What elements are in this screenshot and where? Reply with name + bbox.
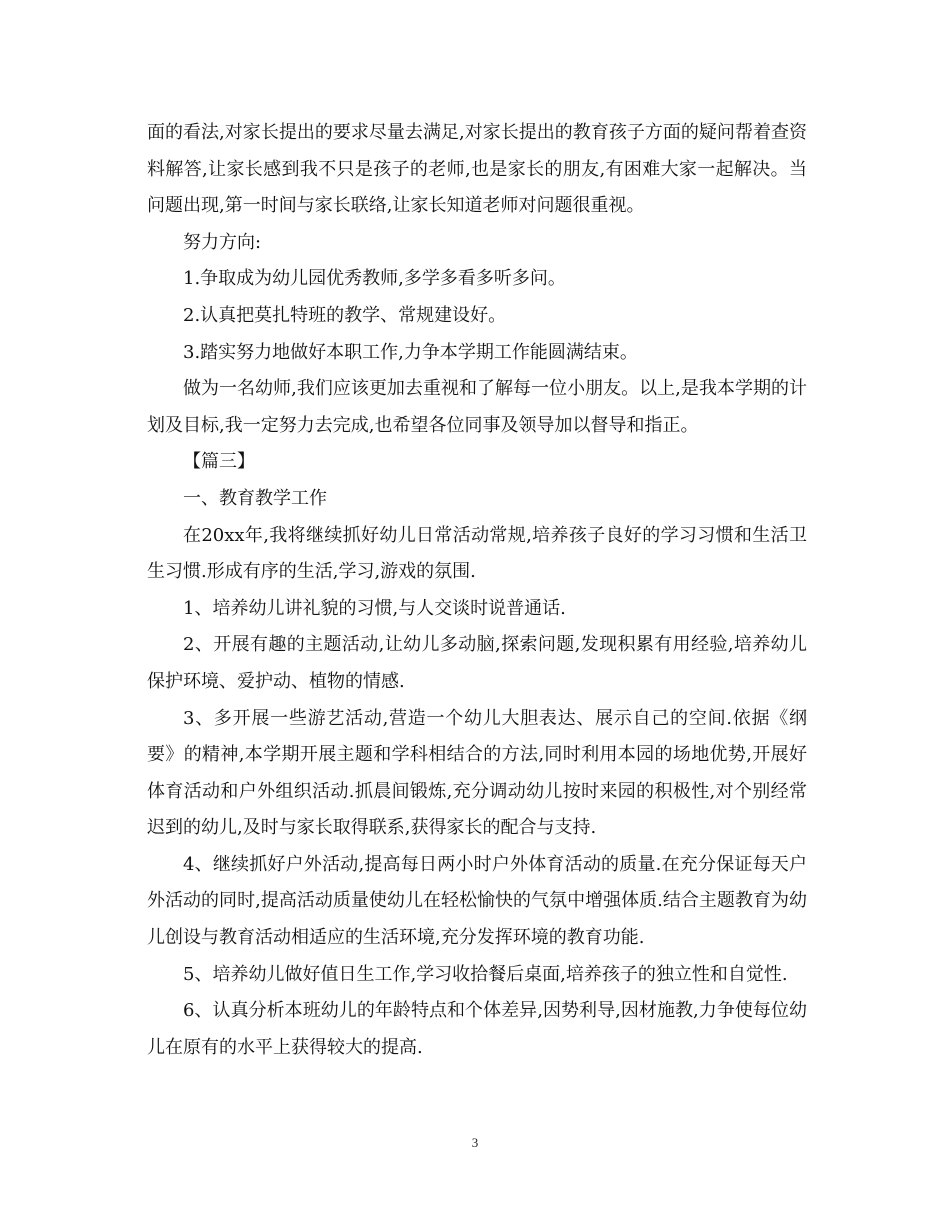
list-item: 3.踏实努力地做好本职工作,力争本学期工作能圆满结束。 [183, 341, 638, 363]
chapter-heading: 【篇三】 [183, 451, 255, 473]
paragraph: 面的看法,对家长提出的要求尽量去满足,对家长提出的教育孩子方面的疑问帮着查资料解答,让家长感到我不只是孩子的老师,也是家长的朋友,有困难大家一起解决。当问题出现,第一时间与家长联络,让家长知道老师对问题很重视。 [147, 122, 807, 217]
list-item: 4、继续抓好户外活动,提高每日两小时户外体育活动的质量.在充分保证每天户外活动的同时,提高活动质量使幼儿在轻松愉快的气氛中增强体质.结合主题教育为幼儿创设与教育活动相适应的生活环境,充分发挥环境的教育功能. [147, 853, 807, 949]
list-item: 5、培养幼儿做好值日生工作,学习收拾餐后桌面,培养孩子的独立性和自觉性. [183, 963, 788, 985]
paragraph: 在20xx年,我将继续抓好幼儿日常活动常规,培养孩子良好的学习习惯和生活卫生习惯.形成有序的生活,学习,游戏的氛围. [147, 524, 807, 583]
list-item: 1.争取成为幼儿园优秀教师,多学多看多听多问。 [183, 268, 566, 290]
document-body [147, 115, 807, 1066]
list-item: 1、培养幼儿讲礼貌的习惯,与人交谈时说普通话. [183, 597, 566, 619]
section-heading: 努力方向: [183, 231, 262, 253]
list-item: 6、认真分析本班幼儿的年龄特点和个体差异,因势利导,因材施教,力争使每位幼儿在原有的水平上获得较大的提高. [147, 1000, 807, 1058]
list-item: 3、多开展一些游艺活动,营造一个幼儿大胆表达、展示自己的空间.依据《纲要》的精神,本学期开展主题和学科相结合的方法,同时利用本园的场地优势,开展好体育活动和户外组织活动.抓晨间锻炼,充分调动幼儿按时来园的积极性,对个别经常迟到的幼儿,及时与家长取得联系,获得家长的配合与支持. [147, 707, 807, 839]
list-item: 2、开展有趣的主题活动,让幼儿多动脑,探索问题,发现积累有用经验,培养幼儿保护环境、爱护动、植物的情感. [147, 634, 807, 692]
page-number: 3 [471, 1135, 479, 1150]
section-heading: 一、教育教学工作 [183, 487, 327, 509]
paragraph: 做为一名幼师,我们应该更加去重视和了解每一位小朋友。以上,是我本学期的计划及目标,我一定努力去完成,也希望各位同事及领导加以督导和指正。 [147, 378, 807, 436]
list-item: 2.认真把莫扎特班的教学、常规建设好。 [183, 304, 507, 326]
